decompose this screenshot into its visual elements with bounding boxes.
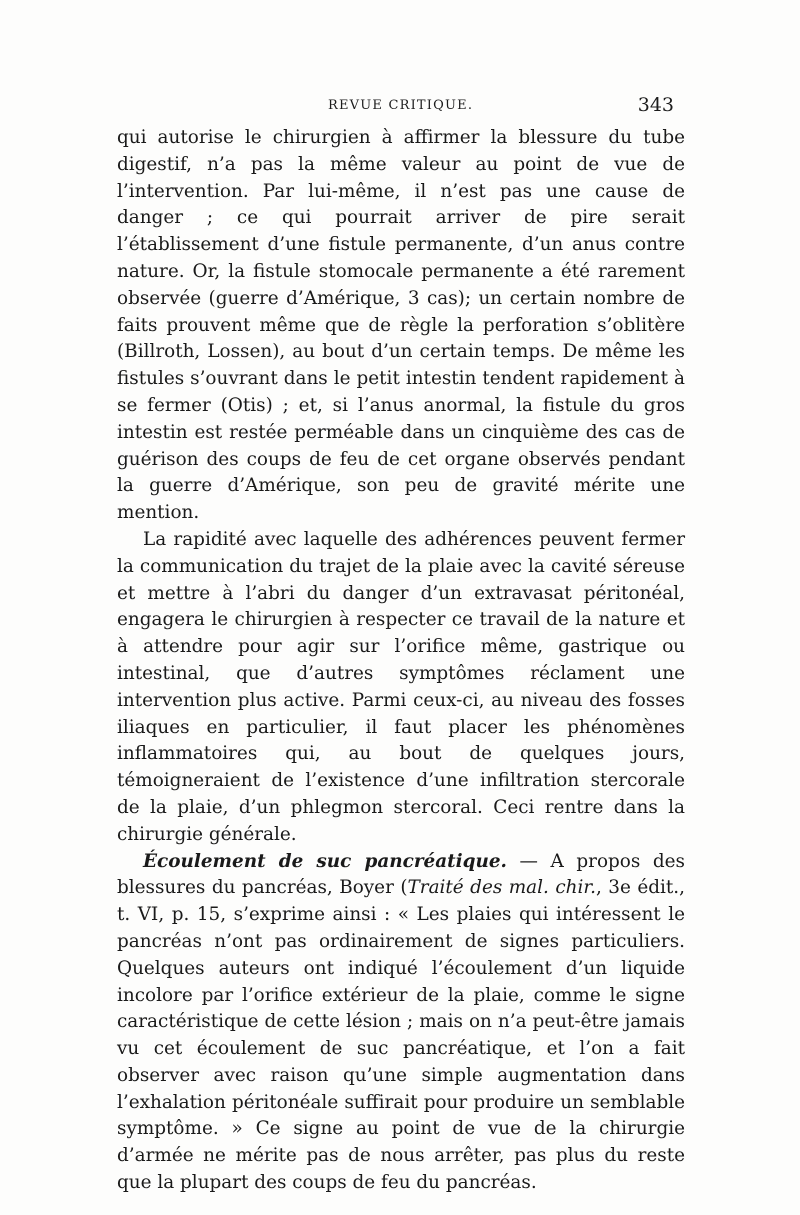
paragraph-text: , 3e édit., t. VI, p. 15, s’exprime ainsi : « Les plaies qui intéressent le pancréas n’ont pas ordinairement de signes particuliers. Quelques auteurs ont indiqué l’écoulement d’un liquide incolore par l’orifice extérieur de la plaie, comme le signe caractéristique de cette lésion ; mais on n’a peut-être jamais vu cet écoulement de suc pancréatique, et l’on a fait observer avec raison qu’une simple augmentation dans l’exhalation péritonéale suffirait pour produire un semblable symptôme. » Ce signe au point de vue de la chirurgie d’armée ne mérite pas de nous arrêter, pas plus du reste que la plupart des coups de feu du pancréas. xyxy=(117,877,685,1194)
paragraph-adhesions: La rapidité avec laquelle des adhérences peuvent fermer la communication du trajet de la plaie avec la cavité séreuse et mettre à l’abri du danger d’un extravasat péritonéal, engagera le chirurgien à respecter ce travail de la nature et à attendre pour agir sur l’orifice même, gastrique ou intestinal, que d’autres symptômes réclament une intervention plus active. Parmi ceux-ci, au niveau des fosses iliaques en particulier, il faut placer les phénomènes inflammatoires qui, au bout de quelques jours, témoigneraient de l’existence d’une infiltration stercorale de la plaie, d’un phlegmon stercoral. Ceci rentre dans la chirurgie générale. xyxy=(117,528,685,845)
page-header xyxy=(118,94,678,120)
section-runin-heading: Écoulement de suc pancréatique. xyxy=(143,850,507,872)
book-title-citation: Traité des mal. chir. xyxy=(407,877,596,899)
page-number: 343 xyxy=(637,94,674,116)
body-text xyxy=(117,125,685,1197)
running-head: REVUE CRITIQUE. xyxy=(328,98,474,113)
paragraph-text: — A propos des blessures du pancréas, Boyer ( xyxy=(117,850,685,899)
paragraph-continuation: qui autorise le chirurgien à affirmer la blessure du tube digestif, n’a pas la même valeur au point de vue de l’intervention. Par lui-même, il n’est pas une cause de danger ; ce qui pourrait arriver de pire serait l’établissement d’une fistule permanente, d’un anus contre nature. Or, la fistule stomocale permanente a été rarement observée (guerre d’Amérique, 3 cas); un certain nombre de faits prouvent même que de règle la perforation s’oblitère (Billroth, Lossen), au bout d’un certain temps. De même les fistules s’ouvrant dans le petit intestin tendent rapidement à se fermer (Otis) ; et, si l’anus anormal, la fistule du gros intestin est restée perméable dans un cinquième des cas de guérison des coups de feu de cet organe observés pendant la guerre d’Amérique, son peu de gravité mérite une mention. xyxy=(117,127,685,524)
paragraph-pancreatic-juice xyxy=(117,849,685,1197)
